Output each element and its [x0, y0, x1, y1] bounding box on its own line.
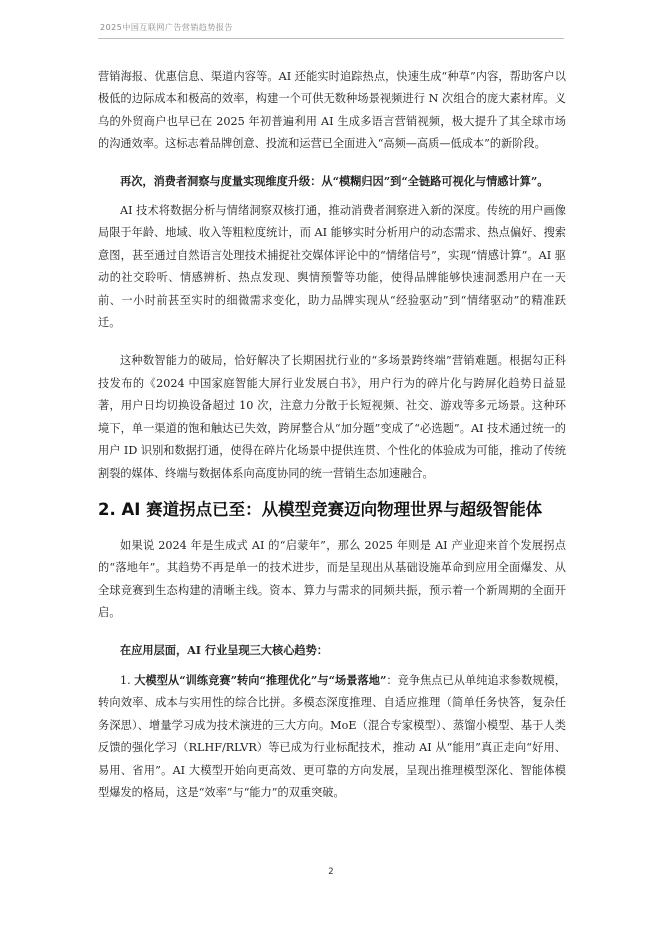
section-subheading: 在应用层面，AI 行业呈现三大核心趋势：	[120, 642, 328, 657]
body-paragraph: 这种数智能力的破局，恰好解决了长期困扰行业的“多场景跨终端”营销难题。根据勾正科技发布的《2024 中国家庭智能大屏行业发展白书》，用户行为的碎片化与跨屏化趋势日益显著，用户日均切换设备超过 10 次，注意力分散于长短视频、社交、游戏等多元场景。这种环境下，单一渠道的饱和触达已失效，跨屏整合从“加分题”变成了“必选题”。AI 技术通过统一的用户 ID 识别和数据打通，使得在碎片化场景中提供连贯、个性化的体验成为可能，推动了传统割裂的媒体、终端与数据体系向高度协同的统一营销生态加速融合。	[98, 354, 567, 480]
running-header: 2025中国互联网广告营销趋势报告	[100, 23, 233, 32]
body-paragraph: AI 技术将数据分析与情绪洞察双核打通，推动消费者洞察进入新的深度。传统的用户画像局限于年龄、地域、收入等粗粒度统计，而 AI 能够实时分析用户的动态需求、热点偏好、搜索意图，甚至通过自然语言处理技术捕捉社交媒体评论中的“情绪信号”，实现“情感计算”。AI 驱动的社交聆听、情感辨析、热点发现、舆情预警等功能，使得品牌能够快速洞悉用户在一天前、一小时前甚至实时的细微需求变化，助力品牌实现从“经验驱动”到“情绪驱动”的精准跃迁。	[98, 204, 566, 330]
header-divider	[98, 38, 564, 39]
body-paragraph: 营销海报、优惠信息、渠道内容等。AI 还能实时追踪热点，快速生成“种草”内容，帮助客户以极低的边际成本和极高的效率，构建一个可供无数种场景视频进行 N 次组合的庞大素材库。义乌的外贸商户也早已在 2025 年初普遍利用 AI 生成多语言营销视频，极大提升了其全球市场的沟通效率。这标志着品牌创意、投流和运营已全面进入“高频—高质—低成本”的新阶段。	[98, 70, 566, 151]
section-subheading: 再次，消费者洞察与度量实现维度升级：从“模糊归因”到“全链路可视化与情感计算”。	[120, 173, 549, 188]
list-item-title: 大模型从“训练竞赛”转向“推理优化”与“场景落地”	[134, 672, 387, 687]
list-item	[98, 669, 566, 804]
list-item-text: ：竞争焦点已从单纯追求参数规模，转向效率、成本与实用性的综合比拼。多模态深度推理、自适应推理（简单任务快答，复杂任务深思）、增量学习成为技术演进的三大方向。MoE（混合专家模型）、蒸馏小模型、基于人类反馈的强化学习（RLHF/RLVR）等已成为行业标配技术，推动 AI 从“能用”真正走向“好用、易用、省用”。AI 大模型开始向更高效、更可靠的方向发展，呈现出推理模型深化、智能体模型爆发的格局，这是“效率”与“能力”的双重突破。	[98, 673, 566, 799]
body-paragraph: 如果说 2024 年是生成式 AI 的“启蒙年”，那么 2025 年则是 AI 产业迎来首个发展拐点的“落地年”。其趋势不再是单一的技术进步，而是呈现出从基础设施革命到应用全面爆发、从全球竞赛到生态构建的清晰主线。资本、算力与需求的同频共振，预示着一个新周期的全面开启。	[98, 538, 566, 620]
page-number: 2	[328, 867, 334, 877]
page-body	[98, 66, 566, 804]
section-heading: 2. AI 赛道拐点已至：从模型竞赛迈向物理世界与超级智能体	[98, 499, 543, 519]
list-item-number: 1.	[120, 673, 131, 687]
